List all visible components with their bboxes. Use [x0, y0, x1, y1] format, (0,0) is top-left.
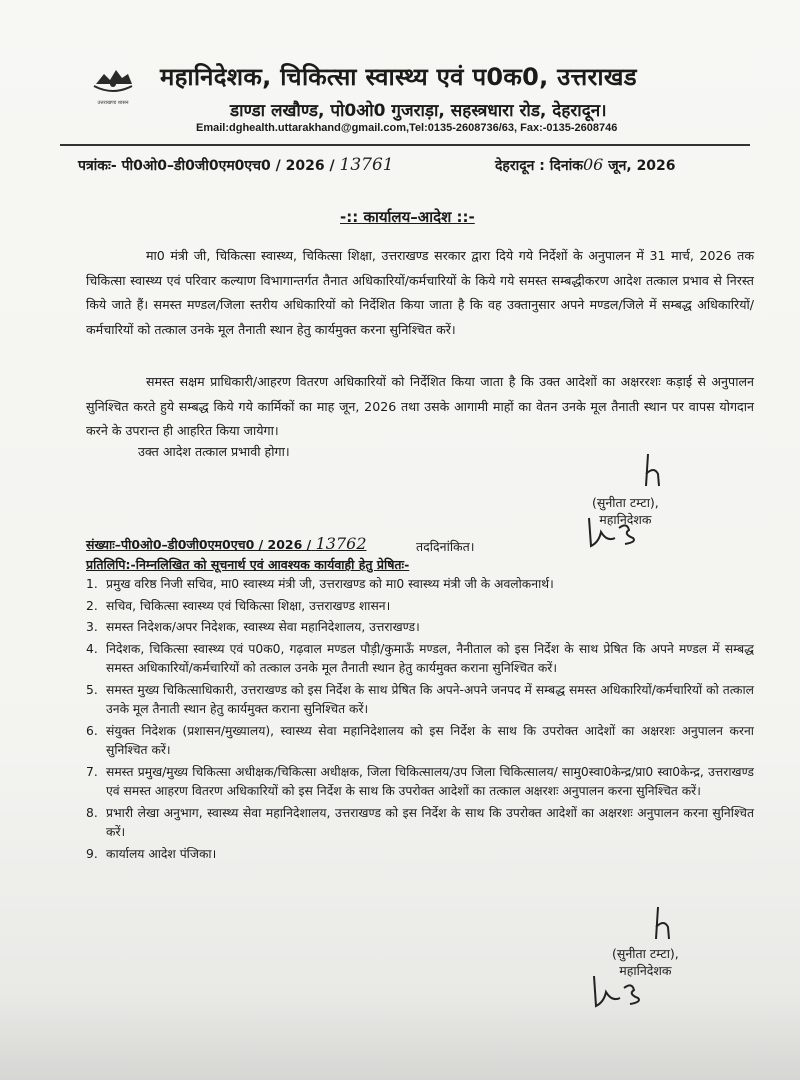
list-item: 3. समस्त निदेशक/अपर निदेशक, स्वास्थ्य सेवा महानिदेशालय, उत्तराखण्ड। — [86, 620, 420, 634]
list-item: 2. सचिव, चिकित्सा स्वास्थ्य एवं चिकित्सा शिक्षा, उत्तराखण्ड शासन। — [86, 598, 391, 613]
list-item: 6. संयुक्त निदेशक (प्रशासन/मुख्यालय), स्वास्थ्य सेवा महानिदेशालय को इस निर्देश के साथ कि उपरोक्त आदेशों का अक्षरशः अनुपालन करना सुनिश्चित करें। — [86, 723, 754, 757]
signature-initial-mark — [650, 905, 680, 945]
signatory-designation: महानिदेशक — [619, 963, 672, 978]
office-address: डाण्डा लखौण्ड, पो0ओ0 गुजराड़ा, सहस्त्रधारा रोड, देहरादून। — [230, 101, 607, 121]
endorsement-code: संख्याः–पी0ओ0–डी0जी0एम0एच0 / 2026 / — [86, 537, 312, 552]
place-date — [495, 155, 676, 175]
handwritten-reference-number: 13761 — [339, 155, 394, 175]
logo-caption: उत्तराखण्ड शासन — [97, 100, 129, 106]
list-item: 1. प्रमुख वरिष्ठ निजी सचिव, मा0 स्वास्थ्य मंत्री जी, उत्तराखण्ड को मा0 स्वास्थ्य मंत्री जी के अवलोकनार्थ। — [86, 577, 554, 591]
office-title: महानिदेशक, चिकित्सा स्वास्थ्य एवं प0क0, उत्तराखड — [160, 63, 637, 91]
office-contact: Email:dghealth.uttarakhand@gmail.com,Tel:0135-2608736/63, Fax:-0135-2608746 — [196, 122, 618, 134]
place-label: देहरादून : दिनांक — [495, 158, 583, 174]
list-item: 5. समस्त मुख्य चिकित्साधिकारी, उत्तराखण्ड को इस निर्देश के साथ प्रेषित कि अपने-अपने जनपद में सम्बद्ध समस्त अधिकारियों/कर्मचारियों को तत्काल उनके मूल तैनाती स्थान हेतु कार्यमुक्त कराना सुनिश्चित करें। — [86, 682, 754, 716]
month-year: जून, 2026 — [603, 158, 676, 174]
list-item: 9. कार्यालय आदेश पंजिका। — [86, 846, 217, 861]
list-item: 7. समस्त प्रमुख/मुख्य चिकित्सा अधीक्षक/चिकित्सा अधीक्षक, जिला चिकित्सालय/उप जिला चिकित्सालय/ सामु0स्वा0केन्द्र/प्रा0 स्वा0केन्द्र, उत्तराखण्ड एवं समस्त आहरण वितरण अधिकारियों को इस निर्देश के साथ कि उपरोक्त आदेशों का तत्काल अक्षरशः अनुपालन करना सुनिश्चित करें। — [86, 764, 754, 798]
signatory-name: (सुनीता टम्टा), — [592, 495, 659, 510]
uttarakhand-emblem-logo — [88, 62, 138, 108]
signatory-designation: महानिदेशक — [599, 512, 652, 527]
endorsement-number — [86, 534, 367, 553]
signatory-name: (सुनीता टम्टा), — [612, 946, 679, 961]
endorsement-date: तददिनांकित। — [416, 539, 475, 554]
handwritten-signature — [590, 970, 650, 1012]
reference-number — [78, 155, 394, 175]
order-paragraph-1: मा0 मंत्री जी, चिकित्सा स्वास्थ्य, चिकित्सा शिक्षा, उत्तराखण्ड सरकार द्वारा दिये गये निर्देशों के अनुपालन में 31 मार्च, 2026 तक चिकित्सा स्वास्थ्य एवं परिवार कल्याण विभागान्तर्गत तैनात अधिकारियों/कर्मचारियों के किये गये समस्त सम्बद्धीकरण आदेश तत्काल प्रभाव से निरस्त किये जाते हैं। समस्त मण्डल/जिला स्तरीय अधिकारियों को निर्देशित किया जाता है कि वह उक्तानुसार अपने मण्डल/जिले में सम्बद्ध अधिकारियों/कर्मचारियों को तत्काल उनके मूल तैनाती स्थान हेतु कार्यमुक्त करना सुनिश्चित करें। — [86, 248, 754, 337]
order-paragraph-2: समस्त सक्षम प्राधिकारी/आहरण वितरण अधिकारियों को निर्देशित किया जाता है कि उक्त आदेशों का अक्षररशः कड़ाई से अनुपालन सुनिश्चित करते हुये सम्बद्ध किये गये कार्मिकों का माह जून, 2026 तथा उसके आगामी माहों का वेतन उनके मूल तैनाती स्थान पर वापस योगदान करने के उपरान्त ही आहरित किया जायेगा। — [86, 374, 754, 438]
order-title: -:: कार्यालय–आदेश ::- — [340, 208, 475, 226]
list-item: 8. प्रभारी लेखा अनुभाग, स्वास्थ्य सेवा महानिदेशालय, उत्तराखण्ड को इस निर्देश के साथ कि उपरोक्त आदेशों का अक्षरशः अनुपालन करना सुनिश्चित करें। — [86, 805, 754, 839]
copy-recipient-list — [86, 575, 754, 866]
handwritten-day: 06 — [582, 155, 604, 174]
reference-label: पत्रांकः- — [78, 158, 117, 174]
signature-initial-mark — [640, 452, 670, 492]
handwritten-endorsement-number: 13762 — [315, 534, 367, 553]
reference-code: पी0ओ0–डी0जी0एम0एच0 / 2026 / — [121, 158, 335, 174]
order-paragraph-3: उक्त आदेश तत्काल प्रभावी होगा। — [138, 444, 290, 459]
header-divider — [60, 144, 750, 146]
copy-heading: प्रतिलिपि:-निम्नलिखित को सूचनार्थ एवं आवश्यक कार्यवाही हेतु प्रेषितः- — [86, 557, 410, 572]
list-item: 4. निदेशक, चिकित्सा स्वास्थ्य एवं प0क0, गढ़वाल मण्डल पौड़ी/कुमाऊँ मण्डल, नैनीताल को इस निर्देश के साथ प्रेषित कि अपने मण्डल में सम्बद्ध समस्त अधिकारियों/कर्मचारियों को तत्काल उनके मूल तैनाती स्थान हेतु कार्यमुक्त कराना सुनिश्चित करें। — [86, 641, 754, 675]
handwritten-signature — [585, 512, 645, 552]
